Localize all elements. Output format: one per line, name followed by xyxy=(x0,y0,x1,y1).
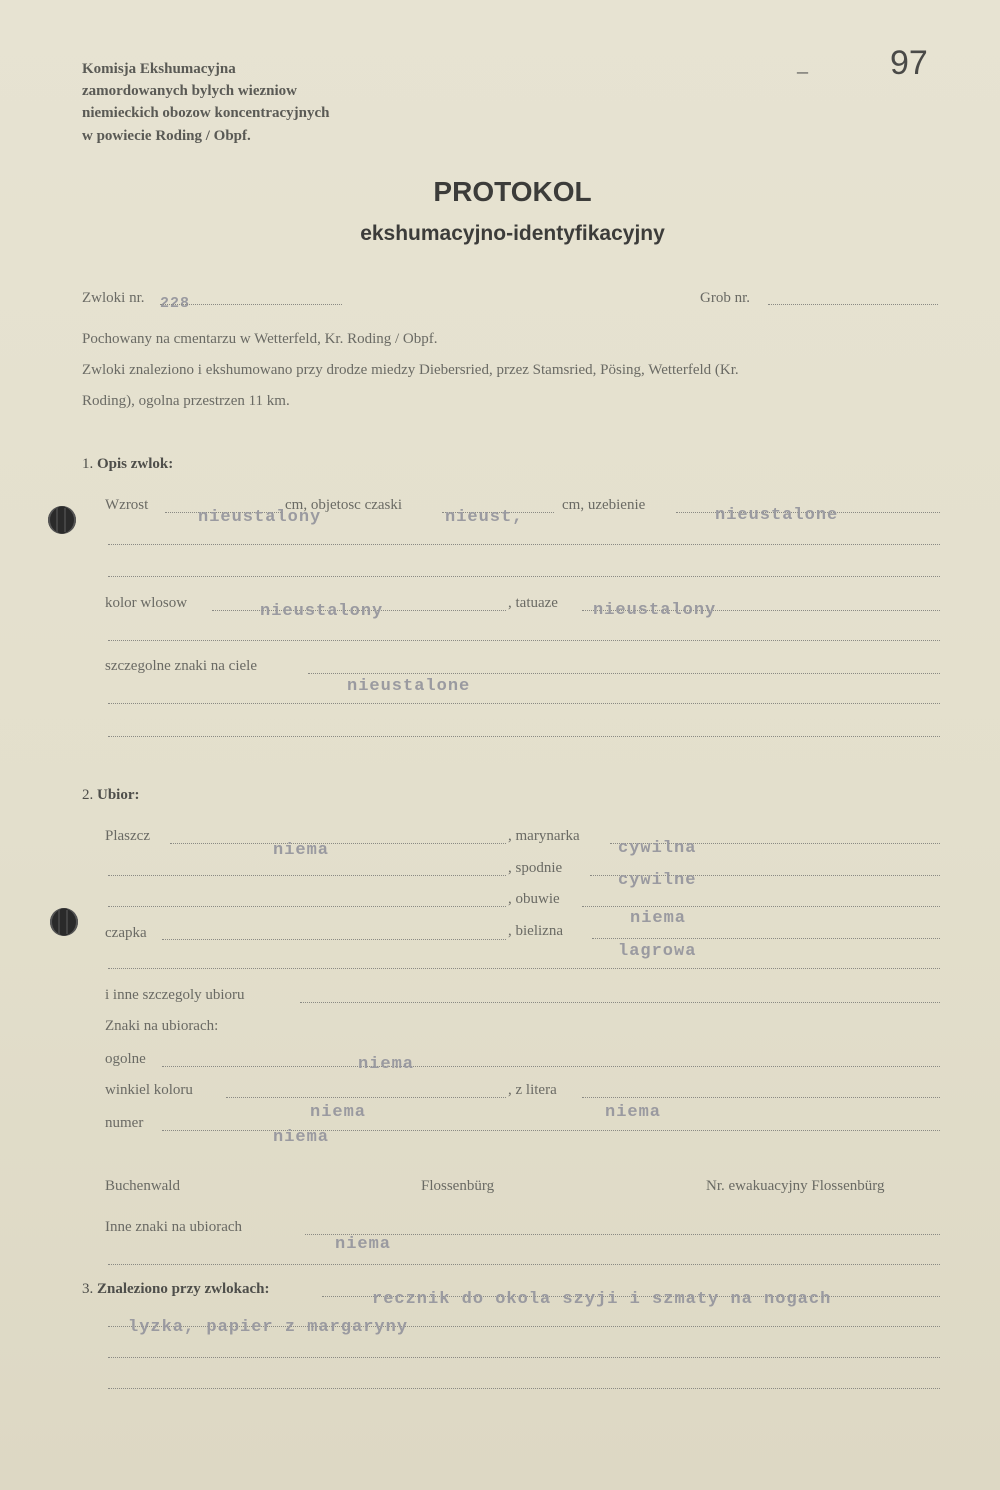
czapka-dotline xyxy=(162,939,506,940)
grob-label: Grob nr. xyxy=(700,290,750,306)
intro-line-2: Zwloki znaleziono i ekshumowano przy drodze miedzy Diebersried, przez Stamsried, Pösing, Wetterfeld (Kr. xyxy=(82,362,739,378)
institution-line-4: w powiecie Roding / Obpf. xyxy=(82,128,251,144)
institution-line-1: Komisja Ekshumacyjna xyxy=(82,61,236,77)
wzrost-value: nieustalony xyxy=(198,508,322,527)
buchenwald-label: Buchenwald xyxy=(105,1178,180,1194)
inne-szczegoly-label: i inne szczegoly ubioru xyxy=(105,987,245,1003)
section1-blank-line-5 xyxy=(108,736,940,737)
section-3-title: Znaleziono przy zwlokach: xyxy=(97,1281,270,1297)
tatuaze-value: nieustalony xyxy=(593,601,717,620)
bielizna-value-1: niema xyxy=(630,909,687,928)
wzrost-label: Wzrost xyxy=(105,497,149,513)
section-2-number: 2. xyxy=(82,787,94,803)
section1-blank-line-2 xyxy=(108,576,940,577)
z-litera-value: niema xyxy=(605,1103,662,1122)
znaleziono-value-1: recznik do okola szyji i szmaty na nogach xyxy=(372,1290,832,1309)
cm-objetosc-label: cm, objetosc czaski xyxy=(285,497,403,513)
punch-hole-bottom xyxy=(50,908,78,936)
intro-line-1: Pochowany na cmentarzu w Wetterfeld, Kr. Roding / Obpf. xyxy=(82,331,438,347)
plaszcz-label: Plaszcz xyxy=(105,828,150,844)
inne-znaki-label: Inne znaki na ubiorach xyxy=(105,1219,243,1235)
kolor-wlosow-label: kolor wlosow xyxy=(105,595,188,611)
section1-blank-line-4 xyxy=(108,703,940,704)
section-1-title: Opis zwlok: xyxy=(97,456,174,472)
section-2-heading xyxy=(82,787,140,804)
marynarka-label: , marynarka xyxy=(508,828,580,844)
numer-label: numer xyxy=(105,1115,144,1131)
winkiel-koloru-label: winkiel koloru xyxy=(105,1082,193,1098)
czaszka-value: nieust, xyxy=(445,508,524,527)
institution-line-3: niemieckich obozow koncentracyjnych xyxy=(82,105,330,121)
litera-dotline xyxy=(582,1097,940,1098)
znaki-dotline xyxy=(308,673,940,674)
section2-blank-line-1 xyxy=(108,875,506,876)
winkiel-dotline xyxy=(226,1097,506,1098)
cm-uzebienie-label: cm, uzebienie xyxy=(562,497,646,513)
section-3-number: 3. xyxy=(82,1281,94,1297)
inne-znaki-value: niema xyxy=(335,1235,392,1254)
institution-line-2: zamordowanych bylych wiezniow xyxy=(82,83,297,99)
numer-value-1: niema xyxy=(310,1103,367,1122)
znaki-na-ciele-value: nieustalone xyxy=(347,677,471,696)
section1-blank-line-3 xyxy=(108,640,940,641)
ogolne-label: ogolne xyxy=(105,1051,146,1067)
dash-mark: – xyxy=(797,58,808,83)
flossenburg-label: Flossenbürg xyxy=(421,1178,495,1194)
section2-blank-line-2 xyxy=(108,906,506,907)
document-subtitle: ekshumacyjno-identyfikacyjny xyxy=(360,222,665,245)
section3-blank-line-3 xyxy=(108,1388,940,1389)
section2-blank-line-3 xyxy=(108,968,940,969)
plaszcz-value: niema xyxy=(273,841,330,860)
ewakuacyjny-label: Nr. ewakuacyjny Flossenbürg xyxy=(706,1178,885,1194)
punch-hole-top xyxy=(48,506,76,534)
ogolne-dotline xyxy=(162,1066,940,1067)
marynarka-value: cywilna xyxy=(618,839,697,858)
z-litera-label: , z litera xyxy=(508,1082,557,1098)
grob-dotline xyxy=(768,304,938,305)
bielizna-label: , bielizna xyxy=(508,923,563,939)
obuwie-dotline xyxy=(582,906,940,907)
uzebienie-value: nieustalone xyxy=(715,506,839,525)
numer-value-2: niema xyxy=(273,1128,330,1147)
bielizna-value-2: lagrowa xyxy=(618,942,697,961)
section3-blank-line-2 xyxy=(108,1357,940,1358)
spodnie-label: , spodnie xyxy=(508,860,563,876)
bielizna-dotline xyxy=(592,938,940,939)
zwloki-dotline xyxy=(160,304,342,305)
document-title: PROTOKOL xyxy=(433,176,592,207)
znaki-na-ubiorach-label: Znaki na ubiorach: xyxy=(105,1018,219,1034)
zwloki-label: Zwloki nr. xyxy=(82,290,145,306)
kolor-wlosow-value: nieustalony xyxy=(260,602,384,621)
zwloki-value: 228 xyxy=(160,295,191,312)
intro-line-3: Roding), ogolna przestrzen 11 km. xyxy=(82,393,290,409)
znaki-na-ciele-label: szczegolne znaki na ciele xyxy=(105,658,257,674)
section-2-title: Ubior: xyxy=(97,787,140,803)
inne-szczegoly-dotline xyxy=(300,1002,940,1003)
ogolne-value: niema xyxy=(358,1055,415,1074)
czapka-label: czapka xyxy=(105,925,147,941)
section1-blank-line-1 xyxy=(108,544,940,545)
section-1-heading xyxy=(82,456,173,473)
section-1-number: 1. xyxy=(82,456,94,472)
tatuaze-label: , tatuaze xyxy=(508,595,558,611)
plaszcz-dotline xyxy=(170,843,506,844)
obuwie-label: , obuwie xyxy=(508,891,560,907)
section-3-heading xyxy=(82,1281,270,1298)
inne-znaki-dotline xyxy=(305,1234,940,1235)
section2-blank-line-4 xyxy=(108,1264,940,1265)
znaleziono-value-2: lyzka, papier z margaryny xyxy=(128,1318,409,1337)
spodnie-value: cywilne xyxy=(618,871,697,890)
page-number: 97 xyxy=(890,44,928,82)
